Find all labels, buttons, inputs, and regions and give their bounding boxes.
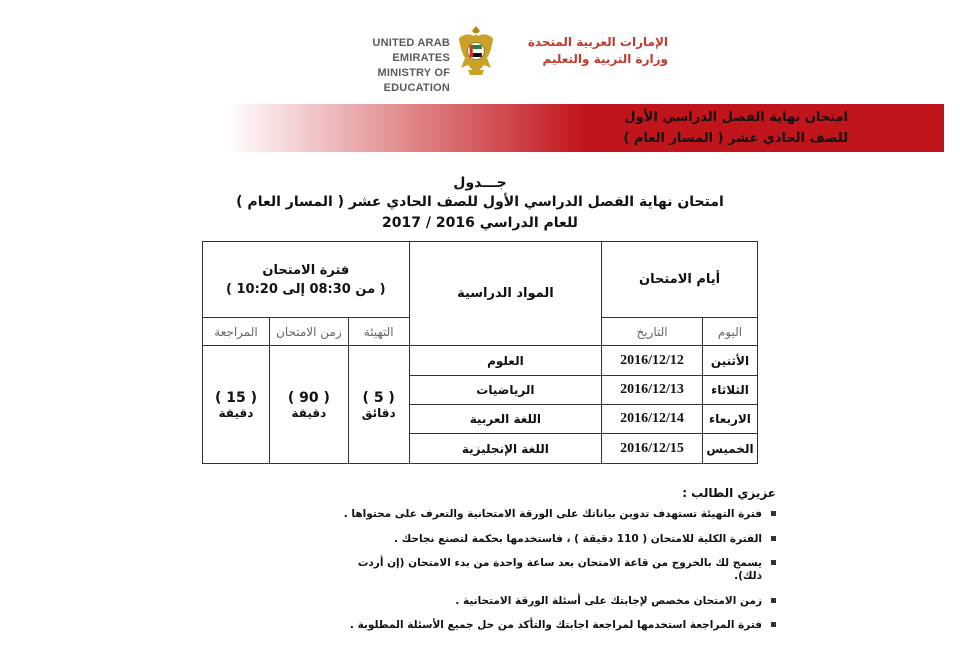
duration-unit: دقيقة [291, 405, 327, 420]
date-column-header: التاريخ [602, 318, 703, 346]
day-cell: الخميس [702, 434, 757, 464]
day-cell: الثلاثاء [702, 376, 757, 405]
header-ar-line1: الإمارات العربية المتحدة [527, 35, 668, 49]
date-cell: 2016/12/12 [602, 346, 703, 376]
uae-falcon-emblem-icon [455, 24, 497, 80]
note-item [330, 533, 762, 546]
note-item [330, 595, 762, 608]
student-notes [330, 486, 776, 644]
review-unit: دقيقة [218, 405, 254, 420]
note-item [330, 557, 762, 583]
academic-year: للعام الدراسي 2016 / 2017 [382, 215, 578, 231]
header-ar-line2: وزارة التربية والتعليم [542, 52, 668, 66]
header-en-line1: UNITED ARAB EMIRATES [372, 37, 450, 64]
header-arabic [500, 34, 668, 68]
day-cell: الأثنين [702, 346, 757, 376]
prep-column-header: التهيئة [348, 318, 409, 346]
note-text: يسمح لك بالخروج من قاعة الامتحان بعد ساعة واحدة من بدء الامتحان (إن أردت ذلك). [357, 557, 762, 582]
prep-cell [348, 346, 409, 464]
period-title: فترة الامتحان [262, 262, 350, 278]
subject-cell: اللغة العربية [409, 405, 601, 434]
note-item [330, 619, 762, 632]
bullet-icon [771, 511, 776, 516]
notes-list [330, 508, 776, 632]
title-banner [226, 104, 944, 152]
header-english [318, 36, 450, 96]
exam-period-header [203, 242, 410, 318]
bullet-icon [771, 598, 776, 603]
note-text: فترة التهيئة تستهدف تدوين بياناتك على الورقة الامتحانية والتعرف على محتواها . [343, 508, 762, 520]
note-item [330, 508, 762, 521]
note-text: فترة المراجعة استخدمها لمراجعة اجابتك والتأكد من حل جميع الأسئلة المطلوبة . [349, 619, 762, 631]
schedule-title: امتحان نهاية الفصل الدراسي الأول للصف الحادي عشر ( المسار العام ) [236, 194, 724, 210]
prep-unit: دقائق [361, 405, 396, 420]
notes-heading: عزيزي الطالب : [682, 486, 776, 500]
duration-cell [269, 346, 348, 464]
day-cell: الاربعاء [702, 405, 757, 434]
review-cell [203, 346, 270, 464]
note-text: زمن الامتحان مخصص لإجابتك على أسئلة الورقة الامتحانية . [455, 594, 762, 607]
schedule-heading: جـــدول [453, 175, 507, 191]
subject-cell: الرياضيات [409, 376, 601, 405]
subjects-header: المواد الدراسية [409, 242, 601, 346]
prep-value: ( 5 ) [362, 389, 395, 406]
note-text: الفترة الكلية للامتحان ( 110 دقيقة ) ، فاستخدمها بحكمة لتصنع نجاحك . [393, 532, 762, 545]
duration-value: ( 90 ) [287, 389, 330, 406]
bullet-icon [771, 560, 776, 565]
subject-cell: العلوم [409, 346, 601, 376]
date-cell: 2016/12/14 [602, 405, 703, 434]
review-value: ( 15 ) [214, 389, 257, 406]
bullet-icon [771, 536, 776, 541]
date-cell: 2016/12/15 [602, 434, 703, 464]
period-time: ( من 08:30 إلى 10:20 ) [226, 281, 386, 297]
date-cell: 2016/12/13 [602, 376, 703, 405]
banner-line1: امتحان نهاية الفصل الدراسي الأول [624, 110, 848, 125]
duration-column-header: زمن الامتحان [269, 318, 348, 346]
day-column-header: اليوم [702, 318, 757, 346]
subject-cell: اللغة الإنجليزية [409, 434, 601, 464]
exam-schedule-table [202, 241, 758, 464]
header-en-line2: MINISTRY OF EDUCATION [377, 67, 450, 94]
bullet-icon [771, 622, 776, 627]
banner-line2: للصف الحادي عشر ( المسار العام ) [623, 131, 848, 146]
review-column-header: المراجعة [203, 318, 270, 346]
exam-days-header: أيام الامتحان [602, 242, 758, 318]
